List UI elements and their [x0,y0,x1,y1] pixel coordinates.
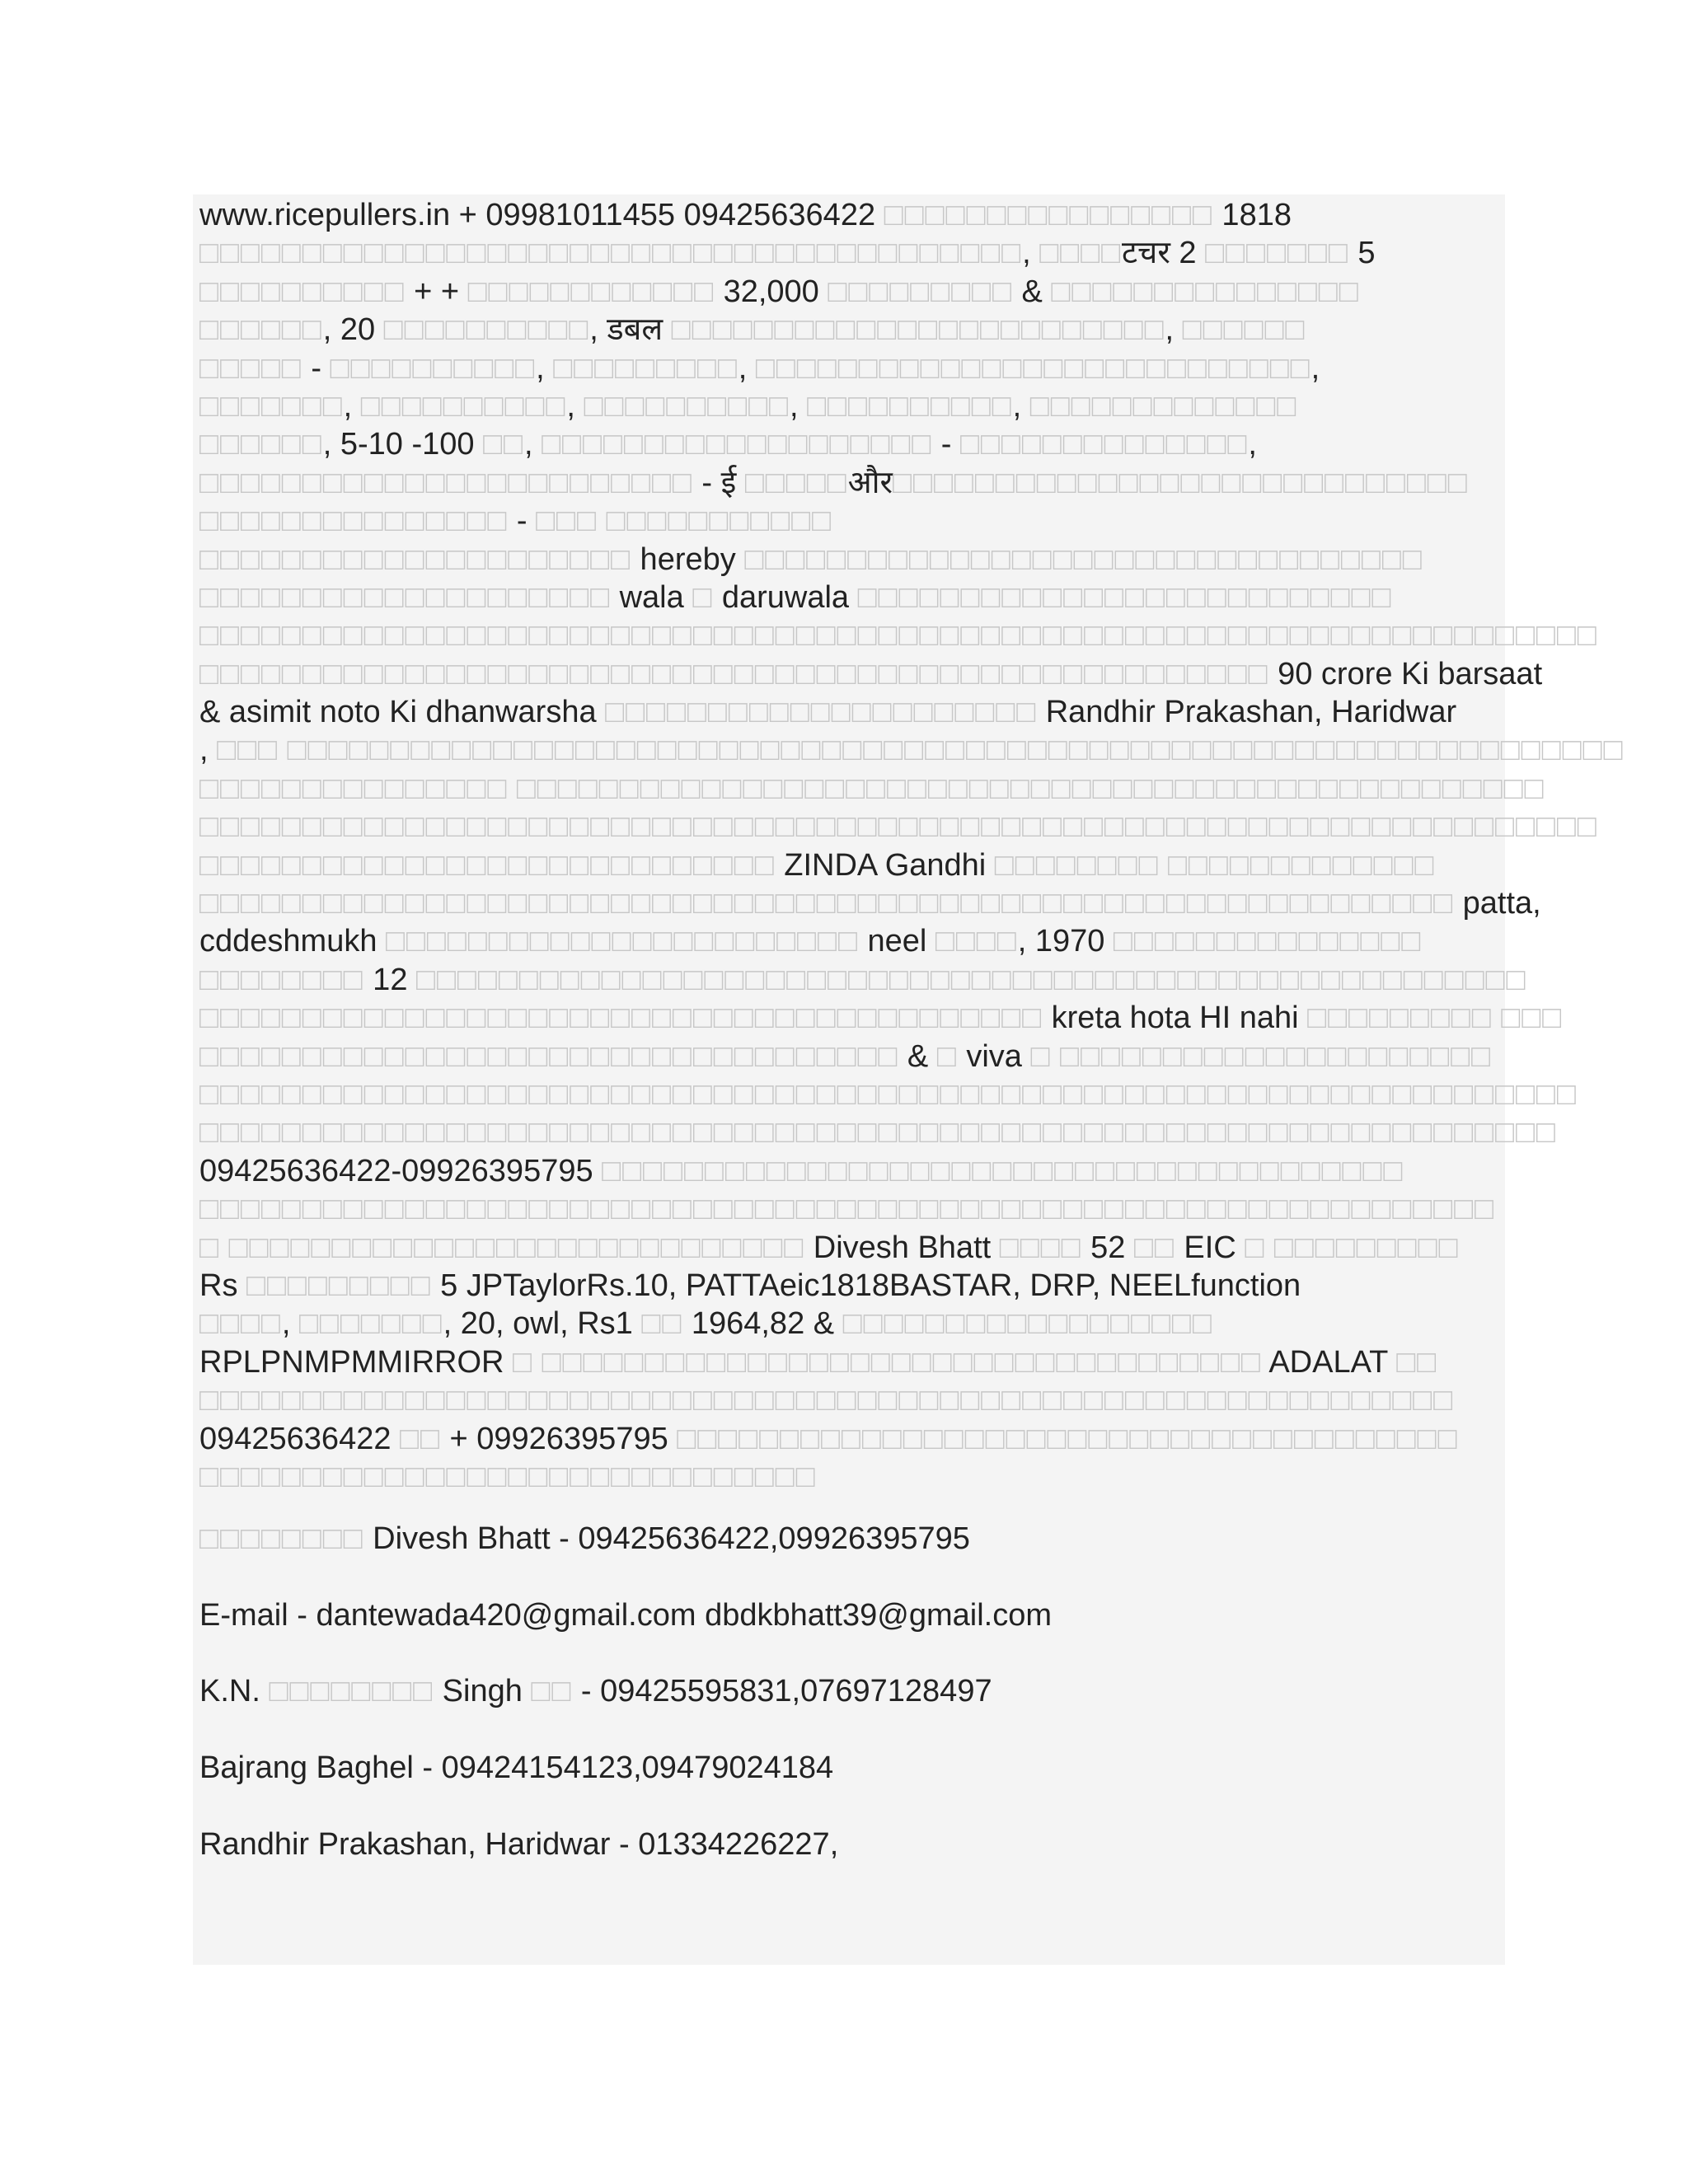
paragraph-line: □□□□□ - □□□□□□□□□□, □□□□□□□□□, □□□□□□□□□□□□□□□□□□□□□□□□□□□, [199,350,1320,386]
contact-list [199,1520,1052,1901]
paragraph-line: □□□□□□□□□□□□□□□ □□□□□□□□□□□□□□□□□□□□□□□□□□□□□□□□□□□□□□□□□□□□□□□□□□ [199,771,1545,806]
contact-line: Bajrang Baghel - 09424154123,09479024184 [199,1750,834,1786]
contact-line: □□□□□□□□ Divesh Bhatt - 09425636422,09926395795 [199,1521,970,1556]
paragraph-line: □□□□□□□□□□□□□□□□□□□□□□□□□□□□□□□□□□□□□□□□□□□□□□□□□□□□ 90 crore Ki barsaat [199,656,1543,691]
paragraph-line: □□□□□□□□□□□□□□□□□□□□□□□□□□□□□□□□□□□□□□□□□□□□□□□□□□□□□□□□□□□□□ [199,1383,1455,1418]
document-body [199,196,1625,1496]
paragraph-line: □ □□□□□□□□□□□□□□□□□□□□□□□□□□□□ Divesh Bhatt □□□□ 52 □□ EIC □ □□□□□□□□□ [199,1230,1460,1265]
paragraph-line: □□□□□□□□□□□□□□□□□□□□□□□□□□□□□□□□□□ & □ viva □ □□□□□□□□□□□□□□□□□□□□□ [199,1038,1493,1074]
paragraph-line: , □□□ □□□□□□□□□□□□□□□□□□□□□□□□□□□□□□□□□□□□□□□□□□□□□□□□□□□□□□□□□□□□□□□□□ [199,733,1625,768]
contact-line: E-mail - dantewada420@gmail.com dbdkbhatt39@gmail.com [199,1597,1052,1633]
paragraph-line: □□□□□□, 5-10 -100 □□, □□□□□□□□□□□□□□□□□□□ - □□□□□□□□□□□□□□, [199,427,1257,462]
paragraph-line: & asimit noto Ki dhanwarsha □□□□□□□□□□□□□□□□□□□□□ Randhir Prakashan, Haridwar [199,695,1457,730]
paragraph-line: □□□□□□□□□□□□□□□□□□□□□□□□□□□□ ZINDA Gandhi □□□□□□□□ □□□□□□□□□□□□□ [199,847,1436,883]
contact-line: K.N. □□□□□□□□ Singh □□ - 09425595831,07697128497 [199,1674,992,1709]
paragraph-line: Rs □□□□□□□□□ 5 JPTaylorRs.10, PATTAeic1818BASTAR, DRP, NEELfunction [199,1268,1301,1303]
paragraph-line: □□□□□□□□□□□□□□□□□□□□□□□□□□□□□□□□□□□□□□□□□□□□□□□□□□□□□□□□□□□□□□□□□□□ [199,1076,1578,1112]
paragraph-line: cddeshmukh □□□□□□□□□□□□□□□□□□□□□□□ neel □□□□, 1970 □□□□□□□□□□□□□□□ [199,924,1423,959]
paragraph-line: □□□□□□□, □□□□□□□□□□, □□□□□□□□□□, □□□□□□□□□□, □□□□□□□□□□□□□ [199,388,1298,424]
paragraph-line: □□□□□□□□□□□□□□□□□□□□□□□□□□□□□□□□□□□□□□□□□ kreta hota HI nahi □□□□□□□□□ □□□ [199,1001,1564,1036]
paragraph-line: □□□□□□, 20 □□□□□□□□□□, डबल □□□□□□□□□□□□□□□□□□□□□□□□, □□□□□□ [199,312,1306,348]
paragraph-line: □□□□□□□□□□□□□□□□□□□□□□□□□□□□□□□□□□□□□□□□□□□□□□□□□□□□□□□□□□□□□□□□□□□□ [199,618,1598,654]
paragraph-line: □□□□□□□□□□□□□□□□□□□□□□□□□□□□□□□□□□□□□□□□□□□□□□□□□□□□□□□□□□□□□□□□□□□□ [199,809,1598,845]
paragraph-line: □□□□□□□□□□□□□□□□□□□□ wala □ daruwala □□□□□□□□□□□□□□□□□□□□□□□□□□ [199,579,1393,615]
paragraph-line: □□□□□□□□□□ + + □□□□□□□□□□□□ 32,000 □□□□□□□□□ & □□□□□□□□□□□□□□□ [199,274,1360,309]
paragraph-line: □□□□□□□□□□□□□□□□□□□□□□□□□□□□□□□□□□□□□□□□□□□□□□□□□□□□□□□□□□□□□□□□□□ [199,1115,1557,1151]
paragraph-line: □□□□□□□□□□□□□□□□□□□□□□□□□□□□□□ [199,1459,817,1494]
paragraph-line: □□□□□□□□ 12 □□□□□□□□□□□□□□□□□□□□□□□□□□□□□□□□□□□□□□□□□□□□□□□□□□□□□□ [199,962,1527,997]
paragraph-line: RPLPNMPMMIRROR □ □□□□□□□□□□□□□□□□□□□□□□□□□□□□□□□□□□□ ADALAT □□ [199,1344,1438,1380]
paragraph-line: □□□□□□□□□□□□□□□□□□□□□ hereby □□□□□□□□□□□□□□□□□□□□□□□□□□□□□□□□□ [199,541,1423,577]
paragraph-line: □□□□□□□□□□□□□□□ - □□□ □□□□□□□□□□□ [199,504,832,539]
paragraph-line: □□□□□□□□□□□□□□□□□□□□□□□□ - ई □□□□□और□□□□□□□□□□□□□□□□□□□□□□□□□□□□ [199,465,1469,500]
paragraph-line: □□□□□□□□□□□□□□□□□□□□□□□□□□□□□□□□□□□□□□□□□□□□□□□□□□□□□□□□□□□□□ patta, [199,886,1541,921]
paragraph-line: □□□□□□□□□□□□□□□□□□□□□□□□□□□□□□□□□□□□□□□□, □□□□टचर 2 □□□□□□□ 5 [199,236,1376,271]
paragraph-line: 09425636422-09926395795 □□□□□□□□□□□□□□□□□□□□□□□□□□□□□□□□□□□□□□□ [199,1153,1404,1188]
contact-line: Randhir Prakashan, Haridwar - 01334226227, [199,1826,839,1862]
paragraph-line: □□□□, □□□□□□□, 20, owl, Rs1 □□ 1964,82 & □□□□□□□□□□□□□□□□□□ [199,1306,1213,1342]
paragraph-line: □□□□□□□□□□□□□□□□□□□□□□□□□□□□□□□□□□□□□□□□□□□□□□□□□□□□□□□□□□□□□□□ [199,1192,1495,1227]
paragraph-line: www.ricepullers.in + 09981011455 09425636422 □□□□□□□□□□□□□□□□ 1818 [199,198,1292,232]
paragraph-line: 09425636422 □□ + 09926395795 □□□□□□□□□□□□□□□□□□□□□□□□□□□□□□□□□□□□□□ [199,1421,1459,1456]
